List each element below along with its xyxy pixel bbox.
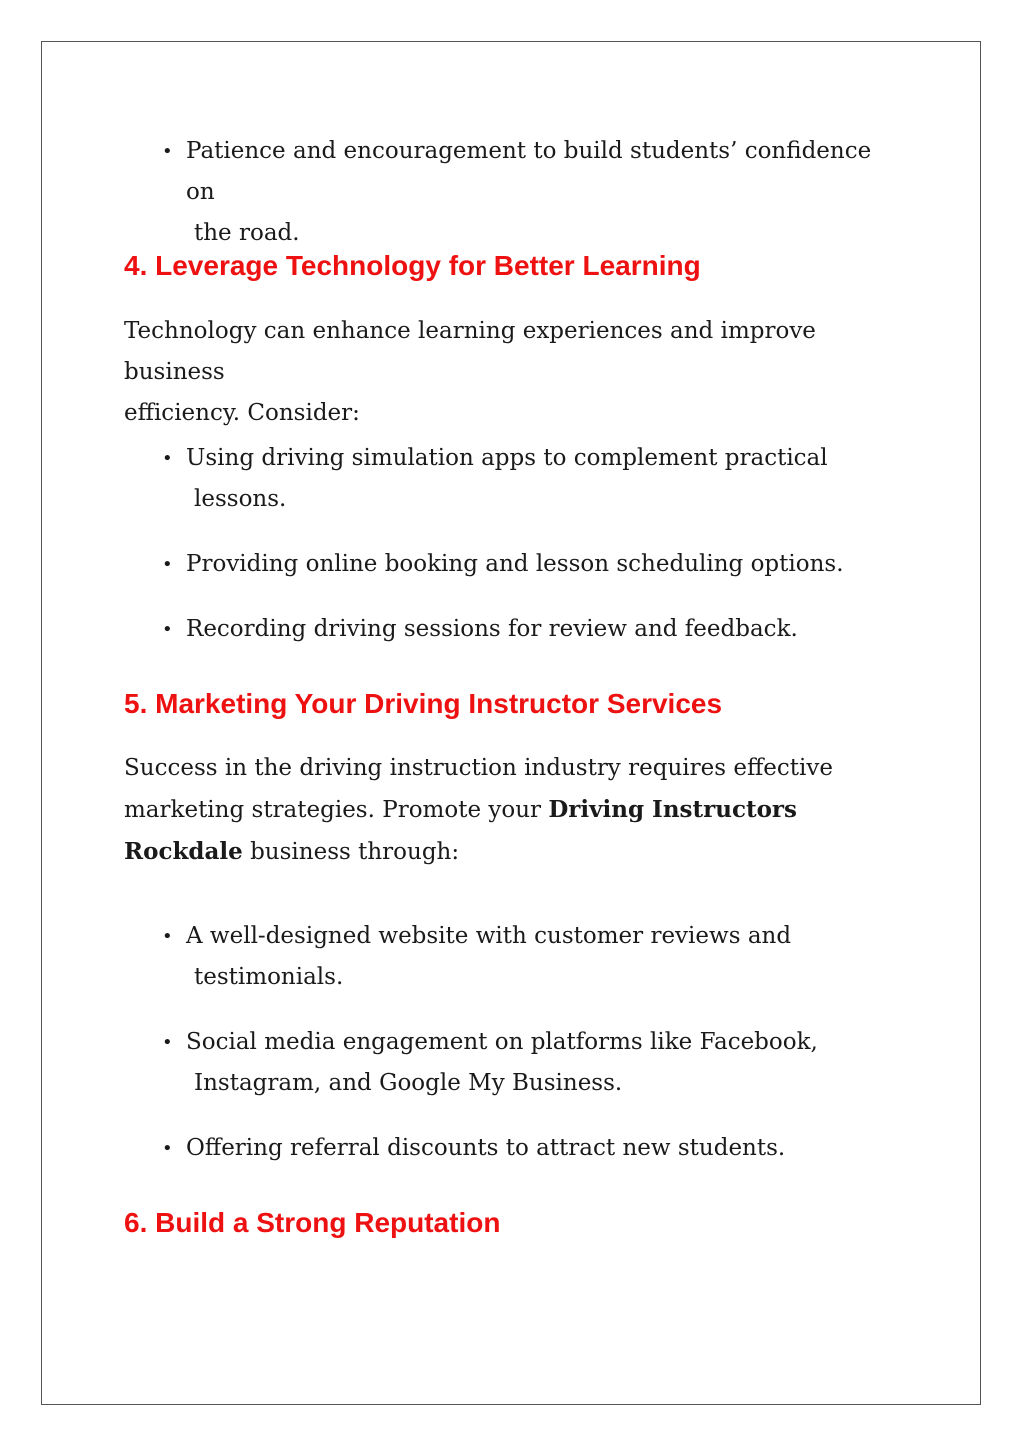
paragraph-line: Technology can enhance learning experiences and improve business	[124, 318, 816, 385]
list-item-line: Providing online booking and lesson scheduling options.	[186, 551, 844, 577]
list-item	[162, 544, 902, 585]
list-item-line: Patience and encouragement to build students’ confidence on	[186, 138, 872, 205]
keyword-bold: Rockdale	[124, 838, 243, 865]
list-item-line: Offering referral discounts to attract new students.	[186, 1135, 786, 1161]
section-heading-5: 5. Marketing Your Driving Instructor Services	[124, 688, 723, 719]
paragraph-line: Success in the driving instruction industry requires effective	[124, 755, 833, 781]
list-item-line: Using driving simulation apps to complement practical	[186, 445, 828, 471]
keyword-bold: Driving Instructors	[548, 796, 797, 823]
bullet-icon: •	[162, 448, 173, 469]
list-item-line: Recording driving sessions for review and feedback.	[186, 616, 798, 642]
list-item	[162, 916, 902, 998]
paragraph-text: marketing strategies. Promote your	[124, 797, 549, 823]
section-heading-6: 6. Build a Strong Reputation	[124, 1207, 501, 1238]
bullet-icon: •	[162, 619, 173, 640]
list-item-line: Social media engagement on platforms like Facebook,	[186, 1029, 818, 1055]
list-item-line: the road.	[194, 220, 300, 246]
list-item-line: Instagram, and Google My Business.	[194, 1070, 623, 1096]
list-item	[162, 438, 902, 520]
list-item-line: A well-designed website with customer reviews and	[186, 923, 792, 949]
list-item-line: lessons.	[194, 486, 287, 512]
bullet-icon: •	[162, 141, 173, 162]
bullet-icon: •	[162, 1138, 173, 1159]
bullet-icon: •	[162, 554, 173, 575]
list-item	[162, 1022, 902, 1104]
list-item	[162, 609, 902, 650]
paragraph-text: business through:	[242, 839, 460, 865]
list-item	[162, 1128, 902, 1169]
section-heading-4: 4. Leverage Technology for Better Learning	[124, 250, 701, 281]
paragraph-line: efficiency. Consider:	[124, 400, 360, 426]
section-4-paragraph	[124, 311, 914, 434]
bullet-icon: •	[162, 1032, 173, 1053]
list-item-line: testimonials.	[194, 964, 344, 990]
bullet-icon: •	[162, 926, 173, 947]
list-item	[162, 131, 902, 254]
section-5-paragraph	[124, 748, 914, 873]
